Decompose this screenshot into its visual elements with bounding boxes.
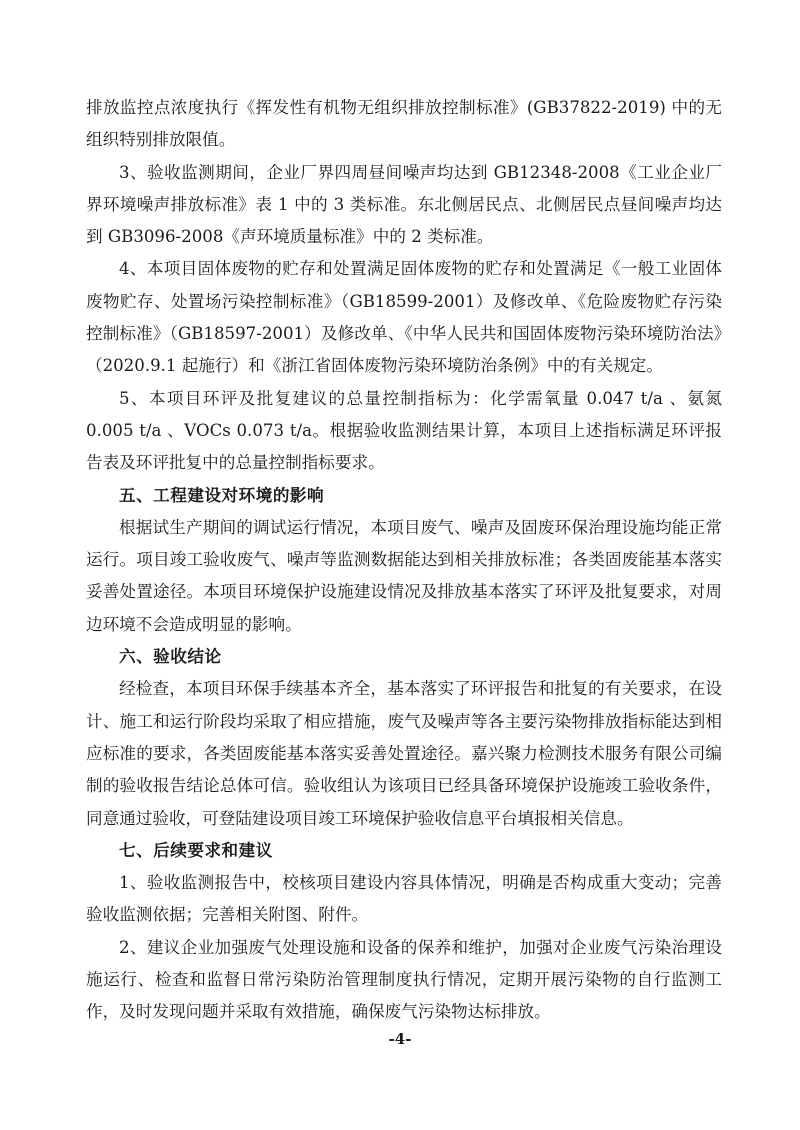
paragraph-noise-standard: 3、验收监测期间，企业厂界四周昼间噪声均达到 GB12348-2008《工业企业厂界环境噪声排放标准》表 1 中的 3 类标准。东北侧居民点、北侧居民点昼间噪声均达到 GB3096-2008《声环境质量标准》中的 2 类标准。 <box>86 162 722 247</box>
paragraph-follow-up-1: 1、验收监测报告中，校核项目建设内容具体情况，明确是否构成重大变动；完善验收监测依据；完善相关附图、附件。 <box>86 873 722 925</box>
section-heading-environment-impact: 五、工程建设对环境的影响 <box>119 485 325 505</box>
paragraph-acceptance-conclusion: 经检查，本项目环保手续基本齐全，基本落实了环评报告和批复的有关要求，在设计、施工和运行阶段均采取了相应措施，废气及噪声等各主要污染物排放指标能达到相应标准的要求，各类固废能基本落实妥善处置途径。嘉兴聚力检测技术服务有限公司编制的验收报告结论总体可信。验收组认为该项目已经具备环境保护设施竣工验收条件，同意通过验收，可登陆建设项目竣工环境保护验收信息平台填报相关信息。 <box>86 679 722 828</box>
document-body <box>86 92 722 1029</box>
section-heading-follow-up: 七、后续要求和建议 <box>119 840 273 860</box>
paragraph-total-control: 5、本项目环评及批复建议的总量控制指标为：化学需氧量 0.047 t/a 、氨氮 0.005 t/a 、VOCs 0.073 t/a。根据验收监测结果计算，本项目上述指标满足环评报告表及环评批复中的总量控制指标要求。 <box>86 388 722 473</box>
paragraph-environment-impact: 根据试生产期间的调试运行情况，本项目废气、噪声及固废环保治理设施均能正常运行。项目竣工验收废气、噪声等监测数据能达到相关排放标准；各类固废能基本落实妥善处置途径。本项目环境保护设施建设情况及排放基本落实了环评及批复要求，对周边环境不会造成明显的影响。 <box>86 517 722 634</box>
section-heading-acceptance-conclusion: 六、验收结论 <box>119 647 222 667</box>
paragraph-emission-limit: 排放监控点浓度执行《挥发性有机物无组织排放控制标准》(GB37822-2019) 中的无组织特别排放限值。 <box>86 98 722 150</box>
paragraph-follow-up-2: 2、建议企业加强废气处理设施和设备的保养和维护，加强对企业废气污染治理设施运行、检查和监督日常污染防治管理制度执行情况，定期开展污染物的自行监测工作，及时发现问题并采取有效措施，确保废气污染物达标排放。 <box>86 937 722 1022</box>
page-number: -4- <box>388 1030 412 1048</box>
paragraph-solid-waste: 4、本项目固体废物的贮存和处置满足固体废物的贮存和处置满足《一般工业固体废物贮存、处置场污染控制标准》（GB18599-2001）及修改单、《危险废物贮存污染控制标准》（GB18597-2001）及修改单、《中华人民共和国固体废物污染环境防治法》（2020.9.1 起施行）和《浙江省固体废物污染环境防治条例》中的有关规定。 <box>86 259 722 376</box>
